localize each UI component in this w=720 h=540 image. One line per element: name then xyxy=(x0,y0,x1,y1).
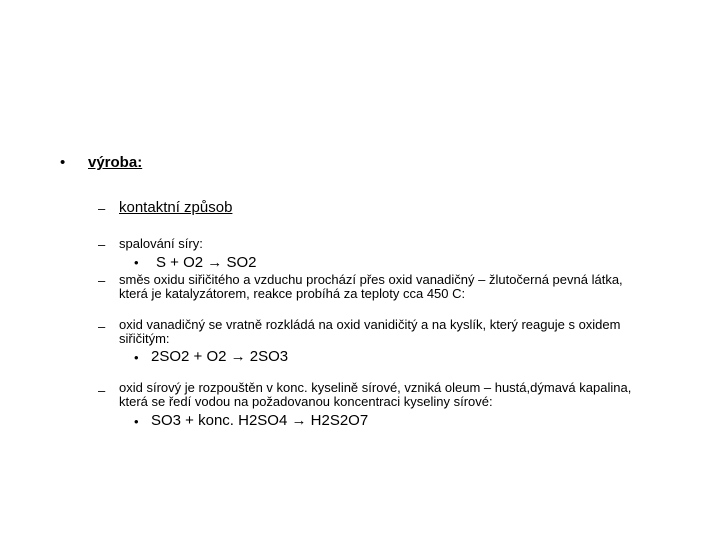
equation-bullet: • xyxy=(134,255,139,270)
equation-bullet: • xyxy=(134,350,139,365)
dash-marker: – xyxy=(98,319,106,334)
item-spalovani-siry: spalování síry: xyxy=(119,236,203,251)
dash-marker: – xyxy=(98,201,106,216)
dash-marker: – xyxy=(98,383,106,398)
item-oxid-sirovy: oxid sírový je rozpouštěn v konc. kyselině sírové, vzniká oleum – hustá,dýmavá kapalina, která se ředí vodou na požadovanou koncentraci kyseliny sírové: xyxy=(119,380,632,409)
equation-s-o2: S + O2 → SO2 xyxy=(156,254,257,271)
level1-bullet: • xyxy=(60,154,66,171)
item-oxid-vanadicny: oxid vanadičný se vratně rozkládá na oxid vanidičitý a na kyslík, který reaguje s oxidem siřičitým: xyxy=(119,317,621,346)
dash-marker: – xyxy=(98,237,106,252)
item-smes-oxidu: směs oxidu siřičitého a vzduchu prochází přes oxid vanadičný – žlutočerná pevná látka, která je katalyzátorem, reakce probíhá za teploty cca 450 C: xyxy=(119,272,623,301)
heading-vyroba: výroba: xyxy=(88,154,143,171)
dash-marker: – xyxy=(98,273,106,288)
equation-bullet: • xyxy=(134,414,139,429)
equation-2so2-o2: 2SO2 + O2 → 2SO3 xyxy=(151,348,289,365)
item-kontaktni-zpusob: kontaktní způsob xyxy=(119,199,233,216)
equation-so3-h2so4: SO3 + konc. H2SO4 → H2S2O7 xyxy=(151,412,369,429)
